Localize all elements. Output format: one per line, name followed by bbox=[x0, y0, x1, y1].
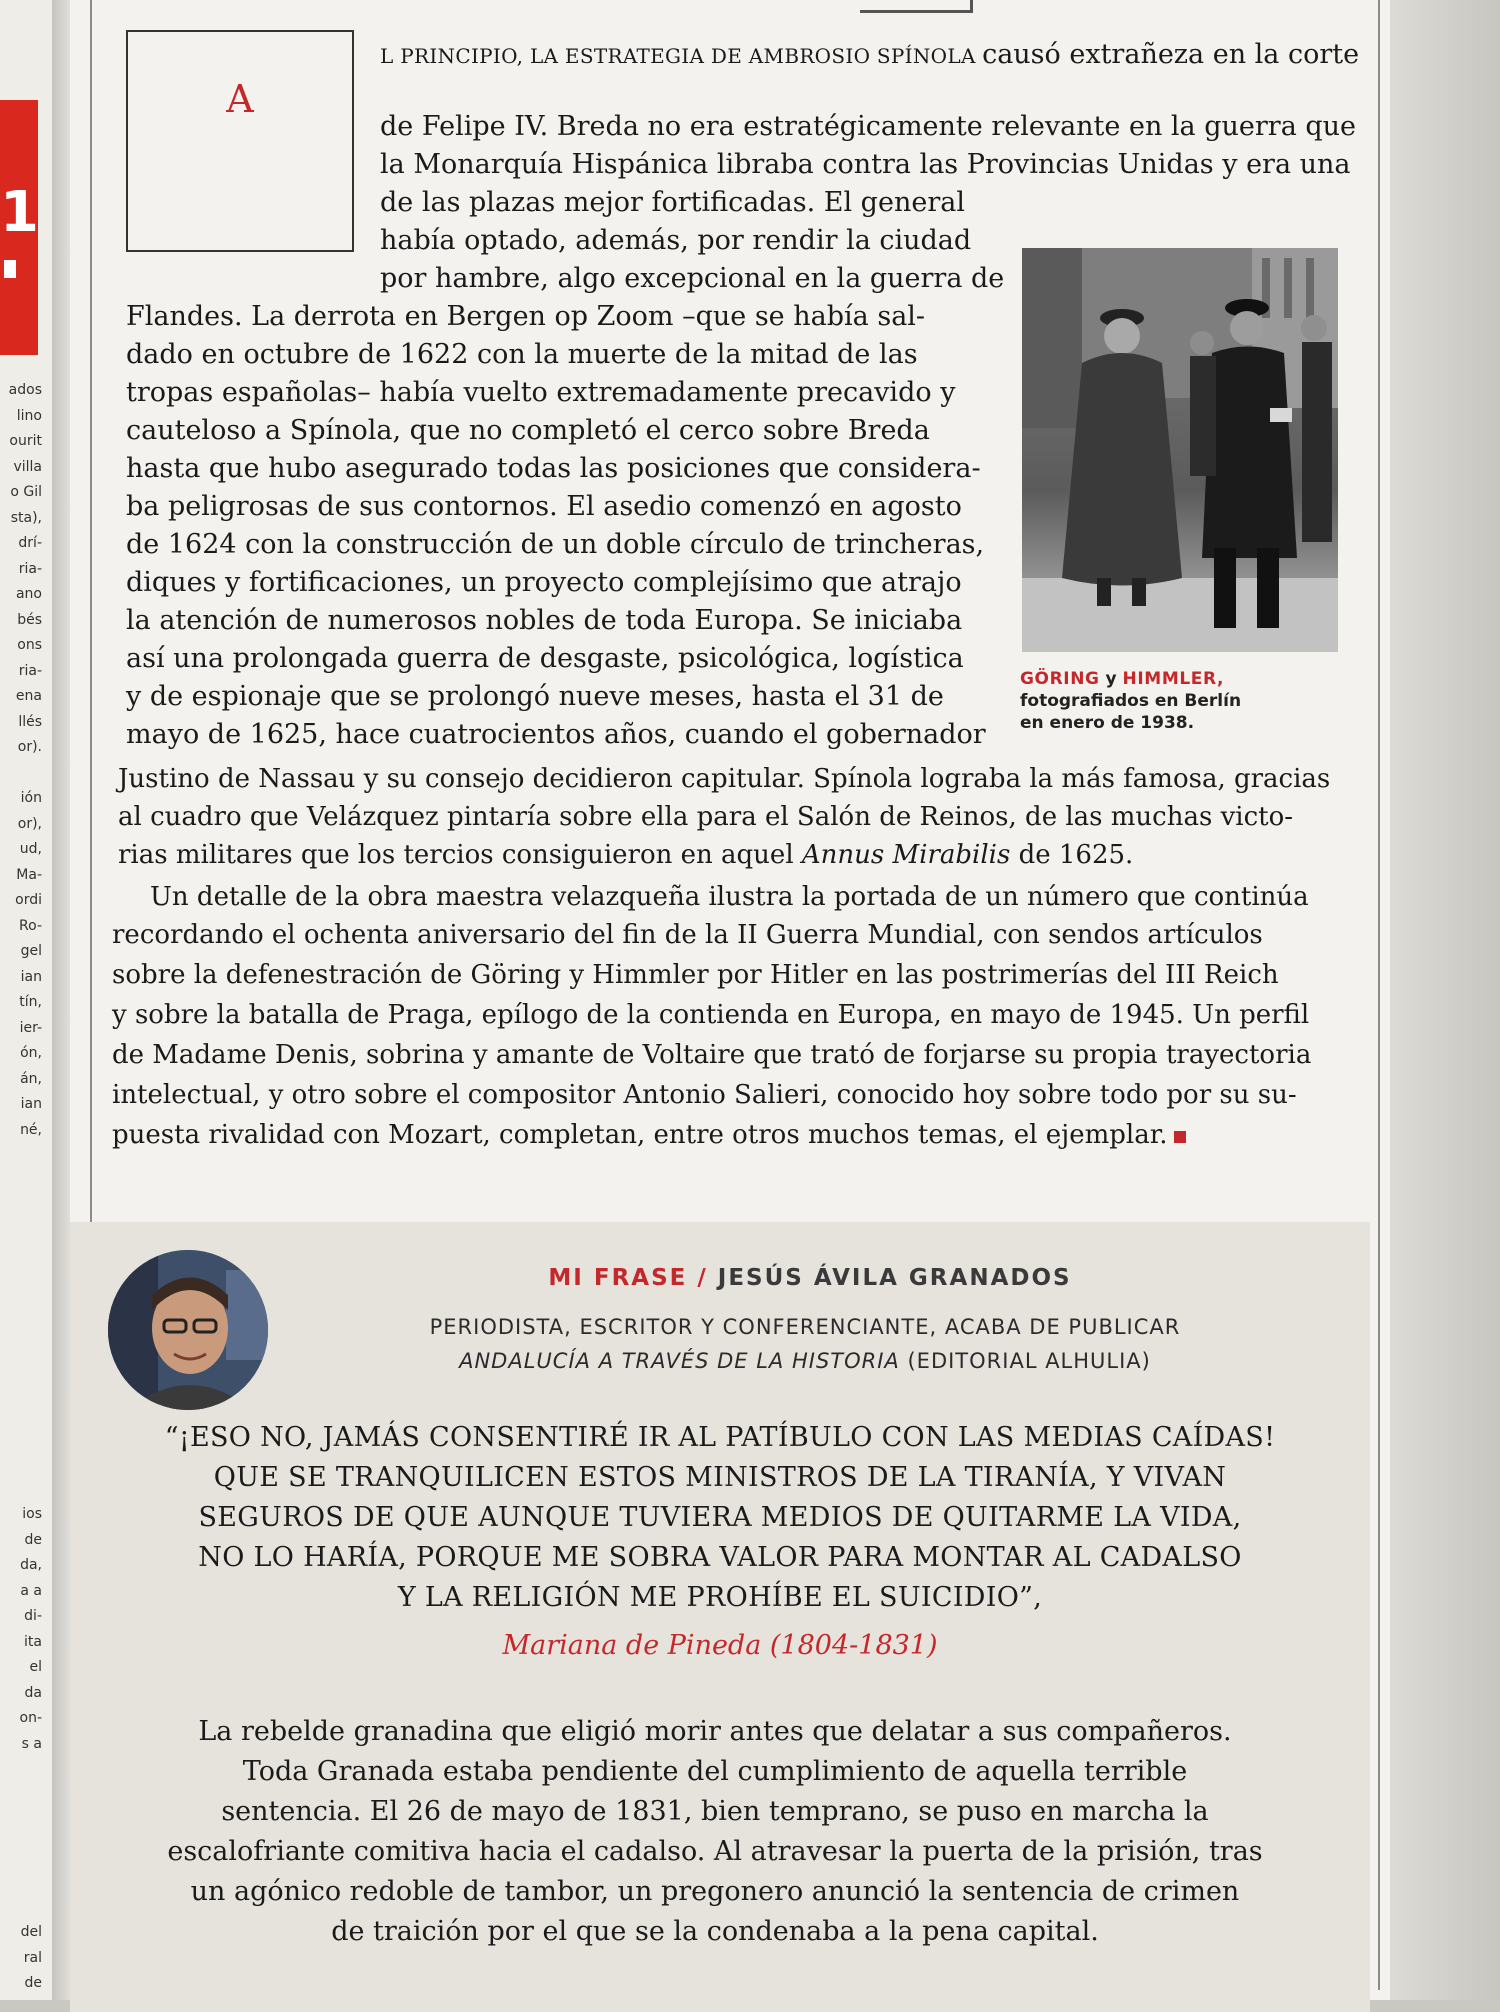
article-line: intelectual, y otro sobre el compositor Antonio Salieri, conocido hoy sobre todo por su su- bbox=[112, 1080, 1297, 1110]
adjacent-fragment: ano bbox=[15, 586, 42, 602]
adjacent-fragment: Ro- bbox=[19, 917, 42, 934]
header-bracket bbox=[860, 0, 973, 13]
article-line: de 1624 con la construcción de un doble círculo de trincheras, bbox=[126, 529, 985, 560]
adjacent-fragment: on- bbox=[19, 1710, 42, 1726]
article-line: hasta que hubo asegurado todas las posiciones que considera- bbox=[126, 453, 981, 484]
adjacent-fragment: ria- bbox=[18, 662, 42, 679]
adjacent-text-fragments-lower bbox=[2, 1502, 42, 1757]
adjacent-fragment: Ma- bbox=[16, 866, 42, 883]
adjacent-fragment: llés bbox=[18, 713, 42, 730]
section-heading: MI FRASE / JESÚS ÁVILA GRANADOS bbox=[548, 1265, 1072, 1291]
adjacent-fragment: ón, bbox=[20, 1045, 42, 1061]
adjacent-fragment: ita bbox=[24, 1633, 42, 1650]
adjacent-fragment: án, bbox=[20, 1070, 42, 1087]
adjacent-fragment: de bbox=[24, 1531, 42, 1548]
article-line: así una prolongada guerra de desgaste, psicológica, logística bbox=[126, 643, 964, 674]
adjacent-fragment: ena bbox=[15, 688, 42, 704]
adjacent-fragment: villa bbox=[13, 458, 42, 475]
adjacent-fragment: ier- bbox=[19, 1019, 42, 1036]
dropcap-letter: A bbox=[226, 77, 254, 121]
adjacent-fragment: da bbox=[24, 1684, 42, 1701]
adjacent-text-fragments-foot bbox=[2, 1920, 42, 1997]
article-line: Flandes. La derrota en Bergen op Zoom –que se había sal- bbox=[126, 301, 926, 332]
adjacent-fragment: ons bbox=[17, 637, 42, 653]
article-line: dado en octubre de 1622 con la muerte de la mitad de las bbox=[126, 339, 918, 370]
featured-quote: “¡ESO NO, JAMÁS CONSENTIRÉ IR AL PATÍBULO CON LAS MEDIAS CAÍDAS! QUE SE TRANQUILICEN ESTOS MINISTROS DE LA TIRANÍA, Y VIVAN SEGUROS DE QUE AUNQUE TUVIERA MEDIOS DE QUITARME LA VIDA, NO LO HARÍA, PORQUE ME SOBRA VALOR PARA MONTAR AL CADALSO Y LA RELIGIÓN ME PROHÍBE EL SUICIDIO”, bbox=[164, 1422, 1276, 1613]
adjacent-fragment: ian bbox=[20, 1096, 42, 1112]
article-line: cauteloso a Spínola, que no completó el cerco sobre Breda bbox=[126, 415, 930, 446]
article-line: la Monarquía Hispánica libraba contra las Provincias Unidas y era una bbox=[380, 149, 1351, 180]
photo-caption: GÖRING y HIMMLER, fotografiados en Berlín en enero de 1938. bbox=[1020, 669, 1242, 733]
adjacent-fragment: ian bbox=[20, 968, 42, 985]
adjacent-fragment: da, bbox=[20, 1557, 42, 1573]
adjacent-fragment: ral bbox=[23, 1949, 42, 1966]
quote-context: La rebelde granadina que eligió morir antes que delatar a sus compañeros. Toda Granada estaba pendiente del cumplimiento de aquella terrible sentencia. El 26 de mayo de 1831, bien temprano, se puso en marcha la escalofriante comitiva hacia el cadalso. Al atravesar la puerta de la prisión, tras un agónico redoble de tambor, un pregonero anunció la sentencia de crimen de traición por el que se la condenaba a la pena capital. bbox=[167, 1716, 1263, 1947]
adjacent-fragment: a a bbox=[20, 1582, 42, 1599]
article-line: puesta rivalidad con Mozart, completan, entre otros muchos temas, el ejemplar. bbox=[112, 1116, 1186, 1154]
annus-mirabilis: Annus Mirabilis bbox=[801, 840, 1011, 870]
historical-photo bbox=[1022, 248, 1338, 652]
adjacent-fragment: drí- bbox=[18, 535, 42, 551]
lead-smallcaps: L PRINCIPIO, LA ESTRATEGIA DE AMBROSIO SPÍNOLA bbox=[380, 44, 976, 68]
article-line: tropas españolas– había vuelto extremadamente precavido y bbox=[126, 377, 956, 408]
adjacent-fragment: ud, bbox=[19, 841, 42, 857]
adjacent-text-fragments bbox=[2, 378, 42, 1143]
article-line: de las plazas mejor fortificadas. El general bbox=[380, 187, 965, 218]
adjacent-fragment: ourit bbox=[9, 433, 42, 449]
adjacent-fragment: ados bbox=[8, 382, 42, 398]
red-section-tab bbox=[0, 100, 38, 355]
article-line: de Felipe IV. Breda no era estratégicamente relevante en la guerra que bbox=[380, 111, 1357, 142]
adjacent-fragment: bés bbox=[17, 611, 42, 628]
quote-attribution: Mariana de Pineda (1804-1831) bbox=[502, 1630, 938, 1661]
article-line: al cuadro que Velázquez pintaría sobre ella para el Salón de Reinos, de las muchas victo- bbox=[118, 802, 1294, 832]
article-line: ba peligrosas de sus contornos. El asedio comenzó en agosto bbox=[126, 491, 962, 522]
article-line: Justino de Nassau y su consejo decidieron capitular. Spínola lograba la más famosa, gracias bbox=[118, 764, 1331, 794]
adjacent-fragment: o Gil bbox=[10, 484, 42, 500]
adjacent-fragment bbox=[2, 761, 42, 787]
adjacent-fragment: ión bbox=[20, 790, 42, 806]
adjacent-fragment: ria- bbox=[18, 560, 42, 577]
adjacent-fragment: or), bbox=[17, 815, 42, 832]
book-title: ANDALUCÍA A TRAVÉS DE LA HISTORIA bbox=[459, 1349, 900, 1373]
article-line: Un detalle de la obra maestra velazqueña ilustra la portada de un número que continúa bbox=[150, 882, 1309, 912]
article-line: diques y fortificaciones, un proyecto complejísimo que atrajo bbox=[126, 567, 962, 598]
adjacent-fragment: ordi bbox=[15, 892, 42, 908]
author-avatar bbox=[108, 1250, 268, 1410]
adjacent-fragment: tín, bbox=[19, 994, 42, 1010]
adjacent-fragment: lino bbox=[16, 407, 42, 424]
article-line: de Madame Denis, sobrina y amante de Voltaire que trató de forjarse su propia trayectoria bbox=[112, 1040, 1312, 1070]
adjacent-fragment: né, bbox=[20, 1121, 42, 1138]
adjacent-fragment: ios bbox=[22, 1506, 42, 1522]
article-line: sobre la defenestración de Göring y Himmler por Hitler en las postrimerías del III Reich bbox=[112, 960, 1279, 990]
end-of-article-mark bbox=[1174, 1131, 1186, 1143]
adjacent-fragment: sta), bbox=[10, 509, 42, 526]
adjacent-fragment: el bbox=[29, 1659, 42, 1675]
adjacent-fragment: or). bbox=[17, 739, 42, 755]
adjacent-fragment: del bbox=[20, 1924, 42, 1940]
adjacent-fragment: gel bbox=[20, 943, 42, 959]
article-line: por hambre, algo excepcional en la guerra de bbox=[380, 263, 1005, 294]
article-line: rias militares que los tercios consiguieron en aquel Annus Mirabilis de 1625. bbox=[118, 840, 1134, 870]
tab-digit: 1 bbox=[0, 180, 39, 245]
adjacent-fragment: di- bbox=[24, 1608, 42, 1624]
article-line: mayo de 1625, hace cuatrocientos años, cuando el gobernador bbox=[126, 719, 986, 750]
article-line: la atención de numerosos nobles de toda Europa. Se iniciaba bbox=[126, 605, 963, 636]
author-bio: PERIODISTA, ESCRITOR Y CONFERENCIANTE, ACABA DE PUBLICAR ANDALUCÍA A TRAVÉS DE LA HISTORIA (EDITORIAL ALHULIA) bbox=[429, 1315, 1181, 1373]
dropcap-box bbox=[126, 30, 354, 252]
adjacent-fragment: de bbox=[24, 1975, 42, 1991]
article-line: y de espionaje que se prolongó nueve meses, hasta el 31 de bbox=[126, 681, 944, 712]
article-line: recordando el ochenta aniversario del fin de la II Guerra Mundial, con sendos artículos bbox=[112, 920, 1263, 950]
article-line: había optado, además, por rendir la ciudad bbox=[380, 225, 972, 256]
article-line: y sobre la batalla de Praga, epílogo de la contienda en Europa, en mayo de 1945. Un perfil bbox=[112, 1000, 1310, 1030]
adjacent-fragment: s a bbox=[21, 1735, 42, 1752]
